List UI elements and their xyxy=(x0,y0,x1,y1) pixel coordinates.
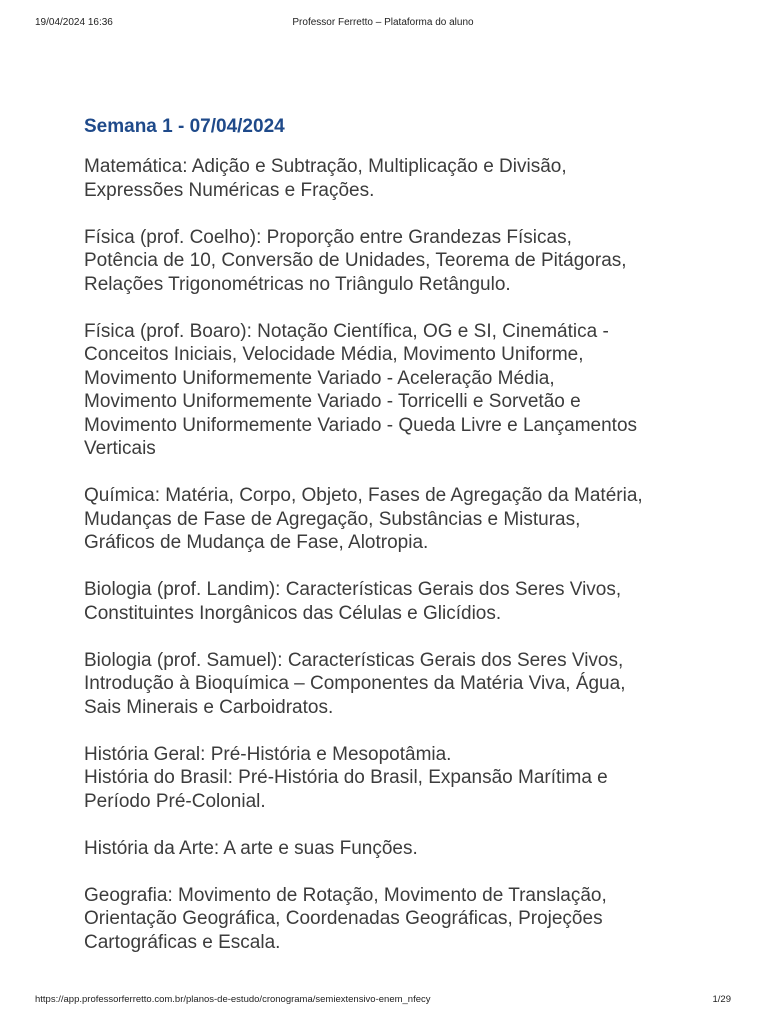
text-line: História da Arte: A arte e suas Funções. xyxy=(84,837,418,859)
text-line: História Geral: Pré-História e Mesopotâmia. xyxy=(84,743,452,765)
text-line: Biologia (prof. Landim): Características Gerais dos Seres Vivos, xyxy=(84,579,622,600)
print-footer xyxy=(35,994,731,1008)
text-line: Movimento Uniformemente Variado - Torricelli e Sorvetão e xyxy=(84,391,581,412)
subject-geografia xyxy=(84,884,734,955)
text-line: Matemática: Adição e Subtração, Multiplicação e Divisão, xyxy=(84,156,567,177)
text-line: Expressões Numéricas e Frações. xyxy=(84,179,375,201)
text-line: Mudanças de Fase de Agregação, Substâncias e Misturas, xyxy=(84,508,581,530)
subject-biologia-landim xyxy=(84,578,734,625)
text-line: História do Brasil: Pré-História do Brasil, Expansão Marítima e xyxy=(84,767,608,788)
study-plan-content xyxy=(84,116,734,978)
page-title: Professor Ferretto – Plataforma do aluno xyxy=(292,17,474,28)
subject-fisica-boaro xyxy=(84,320,734,461)
text-line: Conceitos Iniciais, Velocidade Média, Movimento Uniforme, xyxy=(84,344,584,365)
text-line: Relações Trigonométricas no Triângulo Retângulo. xyxy=(84,273,511,295)
text-line: Química: Matéria, Corpo, Objeto, Fases de Agregação da Matéria, xyxy=(84,485,643,506)
print-datetime: 19/04/2024 16:36 xyxy=(35,17,113,28)
text-line: Física (prof. Coelho): Proporção entre Grandezas Físicas, xyxy=(84,226,572,248)
text-line: Movimento Uniformemente Variado - Queda Livre e Lançamentos xyxy=(84,414,638,436)
text-line: Período Pré-Colonial. xyxy=(84,790,266,812)
text-line: Cartográficas e Escala. xyxy=(84,931,281,953)
page-number: 1/29 xyxy=(712,994,731,1005)
text-line: Introdução à Bioquímica – Componentes da Matéria Viva, Água, xyxy=(84,673,626,694)
text-line: Orientação Geográfica, Coordenadas Geográficas, Projeções xyxy=(84,908,603,929)
subject-quimica xyxy=(84,484,734,555)
text-line: Gráficos de Mudança de Fase, Alotropia. xyxy=(84,532,429,553)
week-title: Semana 1 - 07/04/2024 xyxy=(84,116,285,137)
text-line: Física (prof. Boaro): Notação Científica, OG e SI, Cinemática - xyxy=(84,320,609,342)
text-line: Movimento Uniformemente Variado - Aceleração Média, xyxy=(84,367,555,389)
subject-historia xyxy=(84,743,734,814)
page-url: https://app.professorferretto.com.br/planos-de-estudo/cronograma/semiextensivo-enem_nfecy xyxy=(35,994,431,1005)
text-line: Geografia: Movimento de Rotação, Movimento de Translação, xyxy=(84,884,607,906)
text-line: Constituintes Inorgânicos das Células e Glicídios. xyxy=(84,602,502,624)
subject-matematica xyxy=(84,155,734,202)
text-line: Verticais xyxy=(84,438,156,459)
subject-fisica-coelho xyxy=(84,226,734,297)
subject-historia-arte xyxy=(84,837,734,861)
subject-biologia-samuel xyxy=(84,649,734,720)
text-line: Potência de 10, Conversão de Unidades, Teorema de Pitágoras, xyxy=(84,250,627,271)
text-line: Biologia (prof. Samuel): Características Gerais dos Seres Vivos, xyxy=(84,649,624,671)
text-line: Sais Minerais e Carboidratos. xyxy=(84,696,334,718)
print-header xyxy=(35,17,731,31)
